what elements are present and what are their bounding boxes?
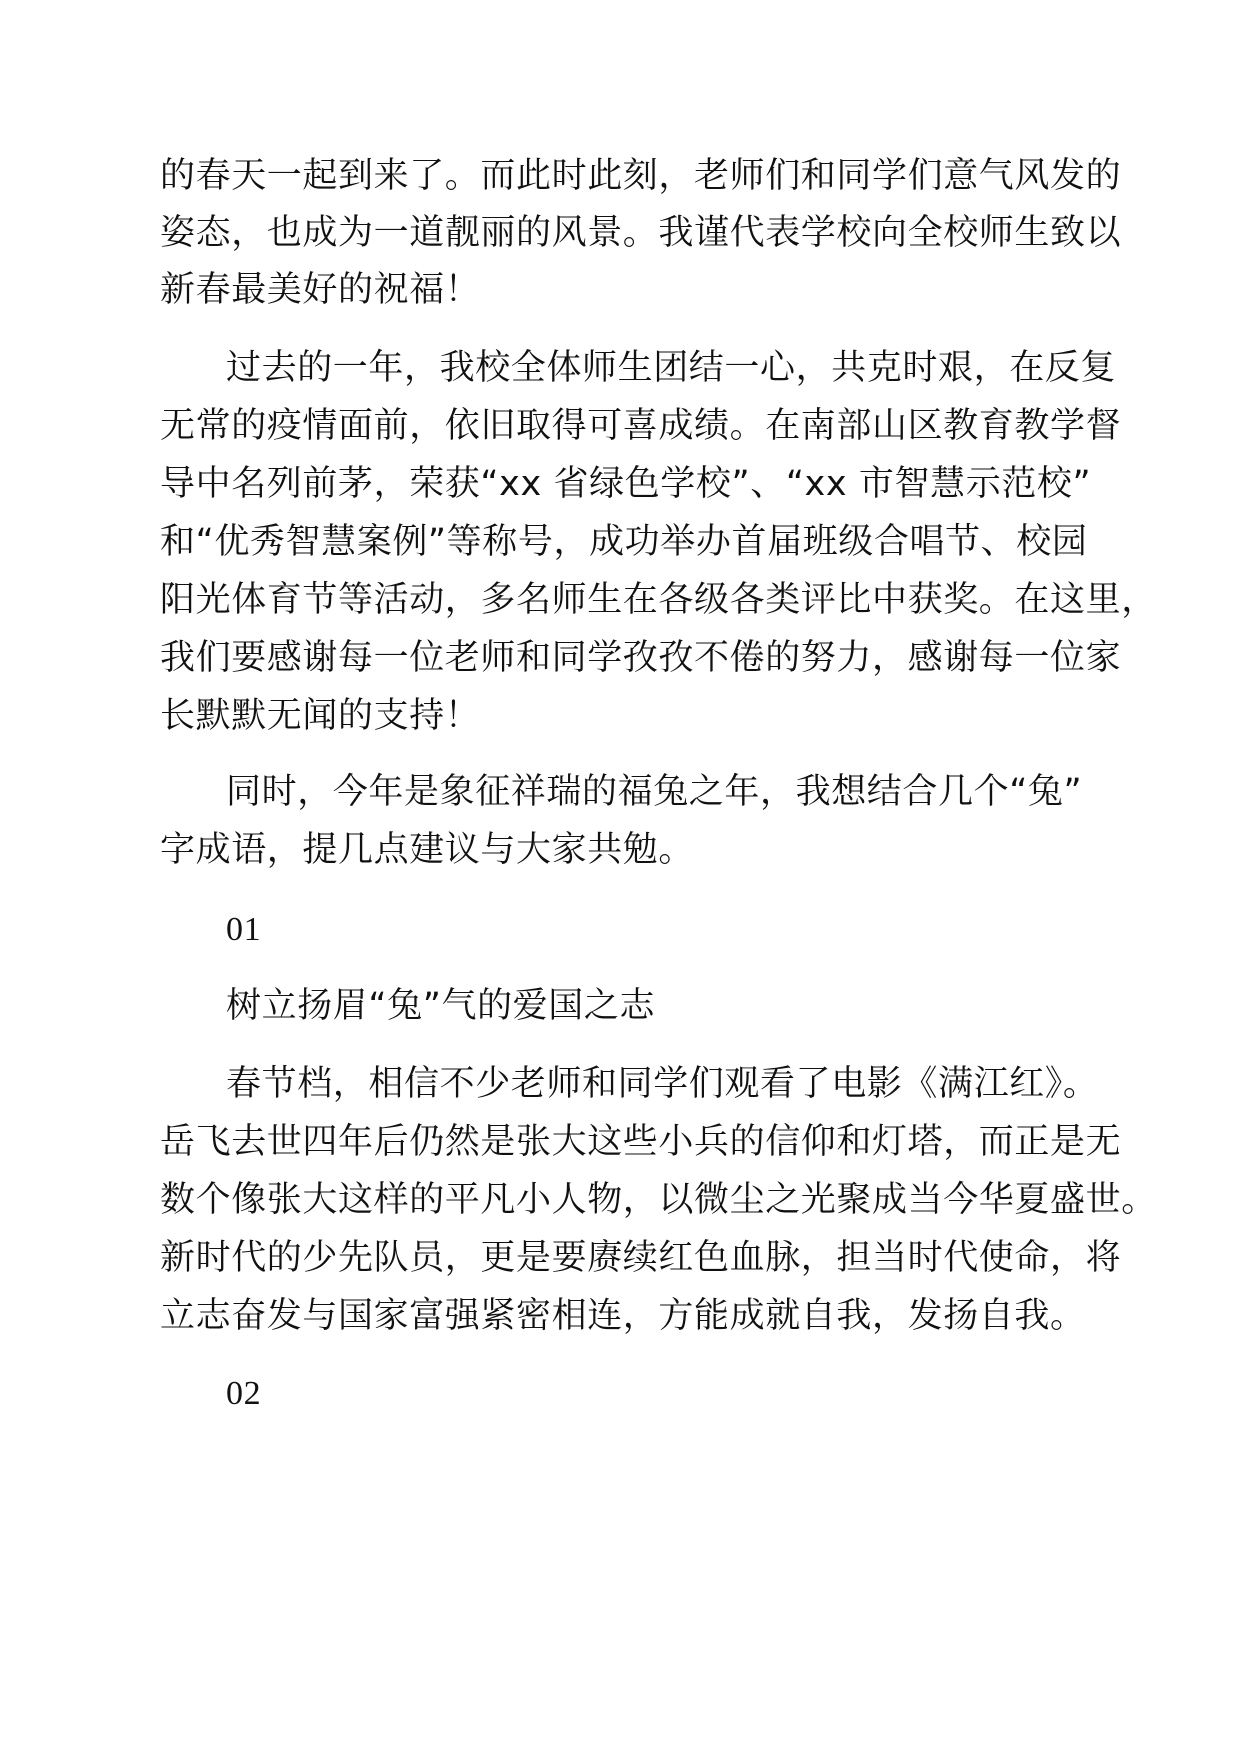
paragraph-line: 岳飞去世四年后仍然是张大这些小兵的信仰和灯塔，而正是无	[160, 1122, 1122, 1162]
section-heading: 树立扬眉“兔”气的爱国之志	[226, 986, 656, 1026]
paragraph-line: 姿态，也成为一道靓丽的风景。我谨代表学校向全校师生致以	[160, 213, 1122, 253]
paragraph-line: 阳光体育节等活动，多名师生在各级各类评比中获奖。在这里，	[160, 580, 1157, 620]
paragraph-line: 同时，今年是象征祥瑞的福兔之年，我想结合几个“兔”	[226, 772, 1083, 812]
paragraph-line: 新时代的少先队员，更是要赓续红色血脉，担当时代使命，将	[160, 1238, 1122, 1278]
paragraph-line: 春节档，相信不少老师和同学们观看了电影《满江红》。	[226, 1064, 1099, 1104]
paragraph-line: 我们要感谢每一位老师和同学孜孜不倦的努力，感谢每一位家	[160, 638, 1122, 678]
paragraph-line: 和“优秀智慧案例”等称号，成功举办首届班级合唱节、校园	[160, 522, 1088, 562]
section-number: 02	[226, 1375, 262, 1412]
paragraph-line: 立志奋发与国家富强紧密相连，方能成就自我，发扬自我。	[160, 1296, 1086, 1336]
section-number: 01	[226, 911, 262, 948]
paragraph-line: 数个像张大这样的平凡小人物，以微尘之光聚成当今华夏盛世。	[160, 1180, 1157, 1220]
paragraph-line: 新春最美好的祝福！	[160, 270, 481, 310]
paragraph-line: 导中名列前茅，荣获“xx 省绿色学校”、“xx 市智慧示范校”	[160, 464, 1092, 504]
paragraph-line: 字成语，提几点建议与大家共勉。	[160, 830, 695, 870]
paragraph-line: 的春天一起到来了。而此时此刻，老师们和同学们意气风发的	[160, 156, 1122, 196]
paragraph-line: 无常的疫情面前，依旧取得可喜成绩。在南部山区教育教学督	[160, 406, 1122, 446]
paragraph-line: 长默默无闻的支持！	[160, 696, 481, 736]
paragraph-line: 过去的一年，我校全体师生团结一心，共克时艰，在反复	[226, 348, 1117, 388]
